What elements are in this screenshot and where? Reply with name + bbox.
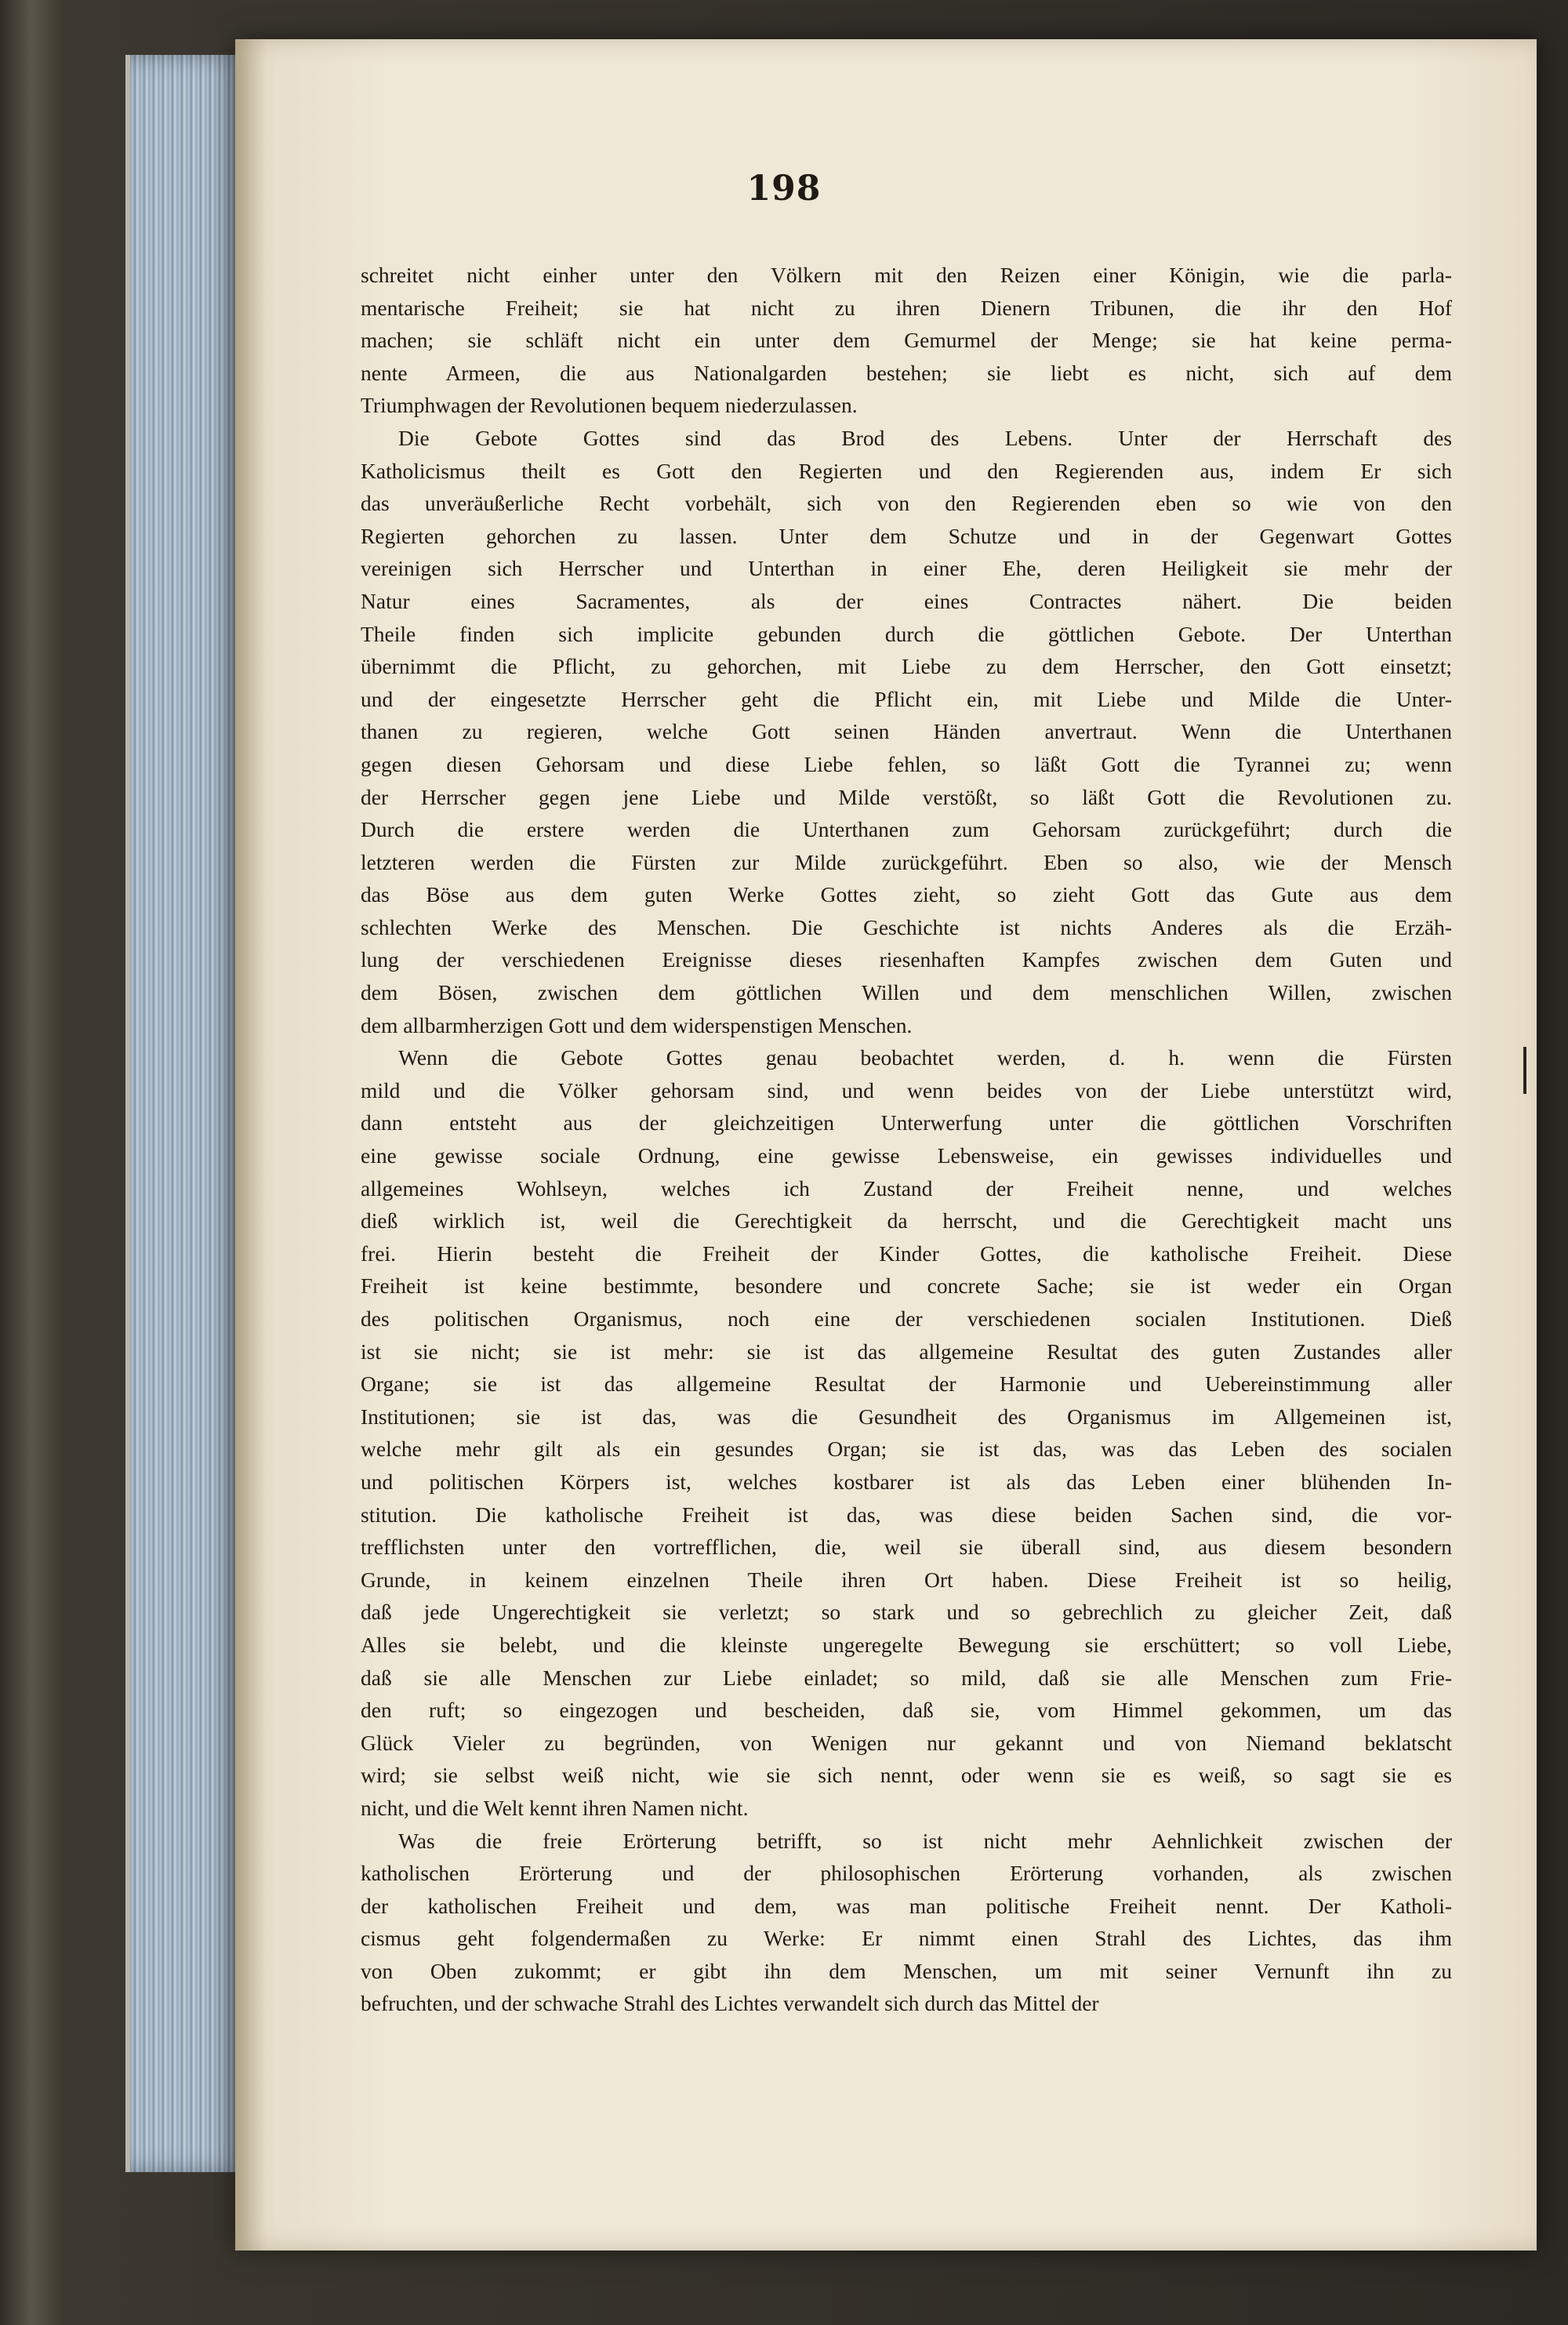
text-line: gegen diesen Gehorsam und diese Liebe fehlen, so läßt Gott die Tyrannei zu; wenn [361,751,1452,776]
text-line: trefflichsten unter den vortrefflichen, die, weil sie überall sind, aus diesem besondern [361,1535,1452,1560]
text-line: schlechten Werke des Menschen. Die Geschichte ist nichts Anderes als die Erzäh- [361,914,1452,939]
text-line: lung der verschiedenen Ereignisse dieses riesenhaften Kampfes zwischen dem Guten und [361,947,1452,972]
text-line: dieß wirklich ist, weil die Gerechtigkeit da herrscht, und die Gerechtigkeit macht uns [361,1208,1452,1233]
text-line: daß jede Ungerechtigkeit sie verletzt; so stark und so gebrechlich zu gleicher Zeit, daß [361,1600,1452,1625]
text-line: daß sie alle Menschen zur Liebe einladet; so mild, daß sie alle Menschen zum Frie- [361,1665,1452,1690]
text-line: und der eingesetzte Herrscher geht die Pflicht ein, mit Liebe und Milde die Unter- [361,686,1452,711]
text-line: der katholischen Freiheit und dem, was man politische Freiheit nennt. Der Katholi- [361,1893,1452,1918]
text-line: das Böse aus dem guten Werke Gottes zieht, so zieht Gott das Gute aus dem [361,882,1452,907]
text-line: katholischen Erörterung und der philosophischen Erörterung vorhanden, als zwischen [361,1861,1452,1886]
text-line: das unveräußerliche Recht vorbehält, sich von den Regierenden eben so wie von den [361,491,1452,516]
text-line: Grunde, in keinem einzelnen Theile ihren Ort haben. Diese Freiheit ist so heilig, [361,1567,1452,1592]
page-number: 198 [746,169,822,209]
text-line: machen; sie schläft nicht ein unter dem Gemurmel der Menge; sie hat keine perma- [361,328,1452,353]
text-line: den ruft; so eingezogen und bescheiden, daß sie, vom Himmel gekommen, um das [361,1698,1452,1723]
text-line: ist sie nicht; sie ist mehr: sie ist das allgemeine Resultat des guten Zustandes aller [361,1339,1452,1364]
text-line: dem allbarmherzigen Gott und dem widerspenstigen Menschen. [361,1012,913,1037]
paragraph [361,259,1452,422]
text-line: mentarische Freiheit; sie hat nicht zu ihren Dienern Tribunen, die ihr den Hof [361,295,1452,320]
text-line: dem Bösen, zwischen dem göttlichen Willen und dem menschlichen Willen, zwischen [361,980,1452,1005]
text-line: des politischen Organismus, noch eine der verschiedenen socialen Institutionen. Dieß [361,1306,1452,1331]
text-line: der Herrscher gegen jene Liebe und Milde verstößt, so läßt Gott die Revolutionen zu. [361,784,1452,809]
text-line: Alles sie belebt, und die kleinste ungeregelte Bewegung sie erschüttert; so voll Liebe, [361,1632,1452,1657]
text-line: letzteren werden die Fürsten zur Milde zurückgeführt. Eben so also, wie der Mensch [361,849,1452,874]
text-line: schreitet nicht einher unter den Völkern mit den Reizen einer Königin, wie die parla- [361,263,1452,287]
text-line: allgemeines Wohlseyn, welches ich Zustand der Freiheit nenne, und welches [361,1175,1452,1201]
text-line: Triumphwagen der Revolutionen bequem niederzulassen. [361,393,858,418]
text-line: Was die freie Erörterung betrifft, so ist nicht mehr Aehnlichkeit zwischen der [398,1828,1452,1853]
text-line: Wenn die Gebote Gottes genau beobachtet werden, d. h. wenn die Fürsten [398,1045,1452,1070]
margin-mark [1523,1047,1526,1094]
text-line: übernimmt die Pflicht, zu gehorchen, mit Liebe zu dem Herrscher, den Gott einsetzt; [361,654,1452,679]
text-line: Durch die erstere werden die Unterthanen zum Gehorsam zurückgeführt; durch die [361,817,1452,842]
text-line: Die Gebote Gottes sind das Brod des Lebens. Unter der Herrschaft des [398,425,1452,450]
text-line: thanen zu regieren, welche Gott seinen Händen anvertraut. Wenn die Unterthanen [361,719,1452,744]
paragraph [361,422,1452,1041]
text-line: Regierten gehorchen zu lassen. Unter dem Schutze und in der Gegenwart Gottes [361,523,1452,548]
text-line: cismus geht folgendermaßen zu Werke: Er nimmt einen Strahl des Lichtes, das ihm [361,1926,1452,1951]
text-line: befruchten, und der schwache Strahl des Lichtes verwandelt sich durch das Mittel der [361,1991,1099,2016]
book-page-edges [125,55,248,2172]
text-line: Institutionen; sie ist das, was die Gesundheit des Organismus im Allgemeinen ist, [361,1404,1452,1429]
text-line: nicht, und die Welt kennt ihren Namen nicht. [361,1795,749,1820]
text-line: Freiheit ist keine bestimmte, besondere und concrete Sache; sie ist weder ein Organ [361,1273,1452,1299]
body-text [361,259,1452,2020]
text-line: wird; sie selbst weiß nicht, wie sie sich nennt, oder wenn sie es weiß, so sagt sie es [361,1763,1452,1788]
text-line: Natur eines Sacramentes, als der eines Contractes nähert. Die beiden [361,588,1452,613]
text-line: Organe; sie ist das allgemeine Resultat der Harmonie und Uebereinstimmung aller [361,1371,1452,1397]
text-line: Glück Vieler zu begründen, von Wenigen nur gekannt und von Niemand beklatscht [361,1730,1452,1755]
text-line: Theile finden sich implicite gebunden durch die göttlichen Gebote. Der Unterthan [361,621,1452,646]
text-line: eine gewisse sociale Ordnung, eine gewisse Lebensweise, ein gewisses individuelles und [361,1143,1452,1168]
text-line: welche mehr gilt als ein gesundes Organ; sie ist das, was das Leben des socialen [361,1437,1452,1462]
paragraph [361,1041,1452,1824]
text-line: nente Armeen, die aus Nationalgarden bestehen; sie liebt es nicht, sich auf dem [361,360,1452,385]
paragraph [361,1825,1452,2021]
text-line: stitution. Die katholische Freiheit ist das, was diese beiden Sachen sind, die vor- [361,1502,1452,1527]
text-line: mild und die Völker gehorsam sind, und wenn beides von der Liebe unterstützt wird, [361,1077,1452,1103]
text-line: frei. Hierin besteht die Freiheit der Kinder Gottes, die katholische Freiheit. Diese [361,1241,1452,1266]
text-line: und politischen Körpers ist, welches kostbarer ist als das Leben einer blühenden In- [361,1469,1452,1494]
text-line: dann entsteht aus der gleichzeitigen Unterwerfung unter die göttlichen Vorschriften [361,1110,1452,1135]
text-line: von Oben zukommt; er gibt ihn dem Menschen, um mit seiner Vernunft ihn zu [361,1958,1452,1983]
text-line: Katholicismus theilt es Gott den Regierten und den Regierenden aus, indem Er sich [361,458,1452,483]
text-line: vereinigen sich Herrscher und Unterthan in einer Ehe, deren Heiligkeit sie mehr der [361,556,1452,581]
